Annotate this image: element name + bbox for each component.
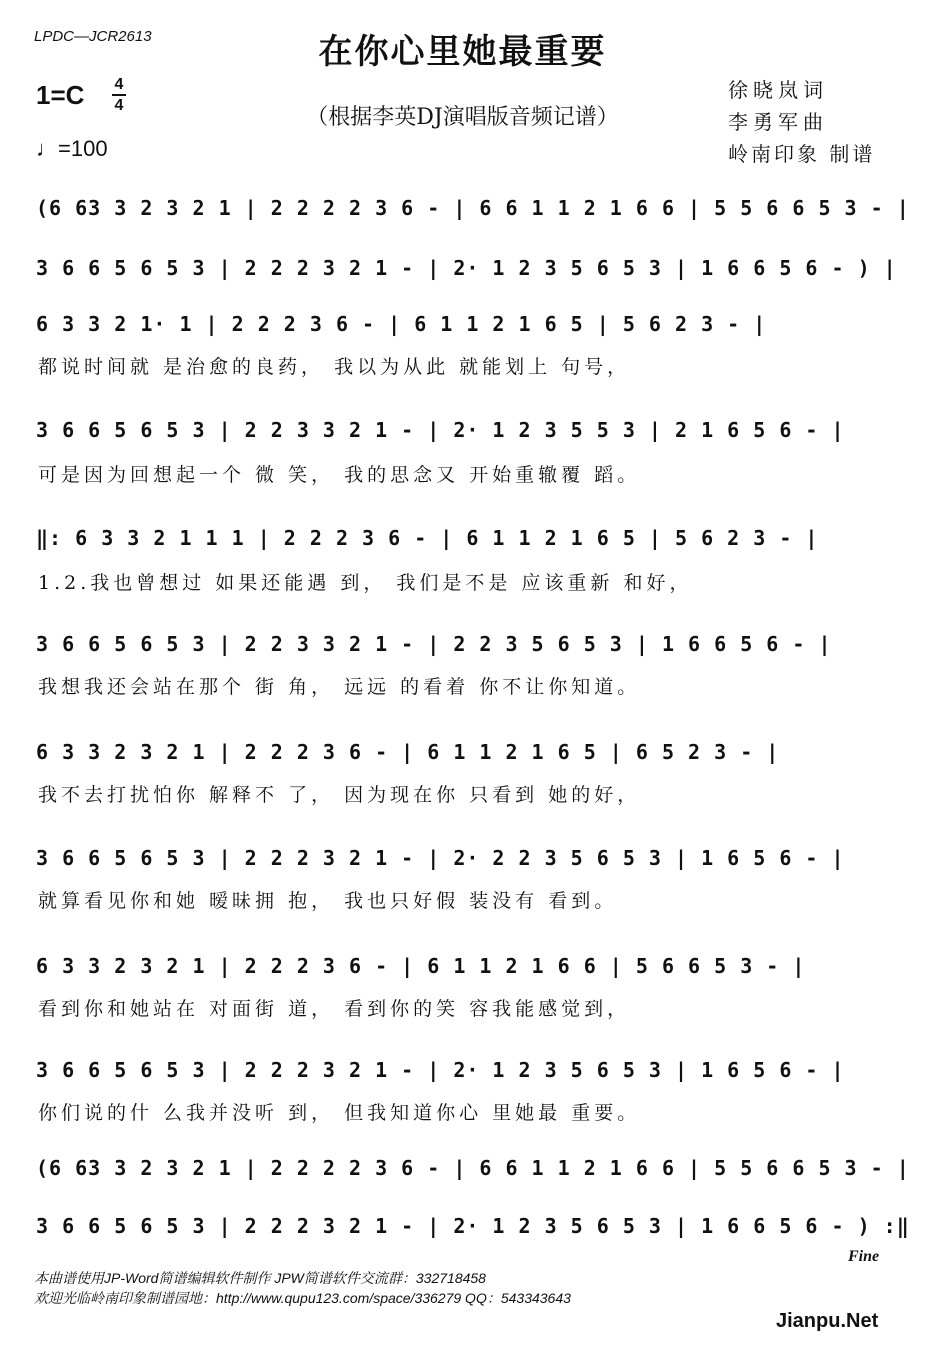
lyric-line: 我想我还会站在那个 街 角， 远远 的看着 你不让你知道。 <box>38 676 641 698</box>
music-line: 3 6 6 5 6 5 3 | 2 2 2 3 2 1 - | 2· 1 2 3 5 6 5 3 | 1 6 6 5 6 - ) :‖ <box>36 1214 910 1238</box>
lyricist-credit: 徐晓岚词 <box>728 78 828 102</box>
time-denominator: 4 <box>114 97 124 114</box>
time-numerator: 4 <box>114 76 124 93</box>
music-line: 3 6 6 5 6 5 3 | 2 2 2 3 2 1 - | 2· 2 2 3 5 6 5 3 | 1 6 5 6 - | <box>36 846 845 870</box>
lyric-line: 都说时间就 是治愈的良药， 我以为从此 就能划上 句号， <box>38 356 631 378</box>
music-line: (6 63 3 2 3 2 1 | 2 2 2 2 3 6 - | 6 6 1 1 2 1 6 6 | 5 5 6 6 5 3 - | <box>36 196 910 220</box>
arranger-credit: 岭南印象 制谱 <box>728 142 876 166</box>
music-line: (6 63 3 2 3 2 1 | 2 2 2 2 3 6 - | 6 6 1 1 2 1 6 6 | 5 5 6 6 5 3 - | <box>36 1156 910 1180</box>
lyric-line: 你们说的什 么我并没听 到， 但我知道你心 里她最 重要。 <box>38 1102 641 1124</box>
music-line: 6 3 3 2 1· 1 | 2 2 2 3 6 - | 6 1 1 2 1 6 5 | 5 6 2 3 - | <box>36 312 767 336</box>
tempo-marking: ♩=100 <box>36 136 108 161</box>
lyric-line: 我不去打扰怕你 解释不 了， 因为现在你 只看到 她的好， <box>38 784 641 806</box>
footer-line: 本曲谱使用JP-Word简谱编辑软件制作 JPW简谱软件交流群：332718458 <box>34 1270 486 1286</box>
music-line: 3 6 6 5 6 5 3 | 2 2 2 3 2 1 - | 2· 1 2 3 5 6 5 3 | 1 6 6 5 6 - ) | <box>36 256 897 280</box>
time-signature <box>112 76 126 114</box>
lyric-line: 可是因为回想起一个 微 笑， 我的思念又 开始重辙覆 蹈。 <box>38 464 641 486</box>
music-line: 6 3 3 2 3 2 1 | 2 2 2 3 6 - | 6 1 1 2 1 6 6 | 5 6 6 5 3 - | <box>36 954 806 978</box>
fine-marking: Fine <box>848 1248 880 1265</box>
music-line: 3 6 6 5 6 5 3 | 2 2 3 3 2 1 - | 2 2 3 5 6 5 3 | 1 6 6 5 6 - | <box>36 632 832 656</box>
composer-credit: 李勇军曲 <box>728 110 828 134</box>
music-line: ‖: 6 3 3 2 1 1 1 | 2 2 2 3 6 - | 6 1 1 2 1 6 5 | 5 6 2 3 - | <box>36 526 819 550</box>
key-signature: 1=C <box>36 80 85 110</box>
lyric-line: 看到你和她站在 对面街 道， 看到你的笑 容我能感觉到， <box>38 998 631 1020</box>
footer-line: 欢迎光临岭南印象制谱园地：http://www.qupu123.com/space/336279 QQ：543343643 <box>34 1290 571 1306</box>
music-line: 6 3 3 2 3 2 1 | 2 2 2 3 6 - | 6 1 1 2 1 6 5 | 6 5 2 3 - | <box>36 740 780 764</box>
song-title: 在你心里她最重要 <box>318 32 607 72</box>
site-brand: Jianpu.Net <box>776 1310 879 1332</box>
song-subtitle: （根据李英DJ演唱版音频记谱） <box>306 105 619 130</box>
music-line: 3 6 6 5 6 5 3 | 2 2 2 3 2 1 - | 2· 1 2 3 5 6 5 3 | 1 6 5 6 - | <box>36 1058 845 1082</box>
lyric-line: 就算看见你和她 暧昧拥 抱， 我也只好假 装没有 看到。 <box>38 890 618 912</box>
music-line: 3 6 6 5 6 5 3 | 2 2 3 3 2 1 - | 2· 1 2 3 5 5 3 | 2 1 6 5 6 - | <box>36 418 845 442</box>
lyric-line: 1.2.我也曾想过 如果还能遇 到， 我们是不是 应该重新 和好， <box>38 572 693 594</box>
score-code: LPDC—JCR2613 <box>34 28 152 45</box>
